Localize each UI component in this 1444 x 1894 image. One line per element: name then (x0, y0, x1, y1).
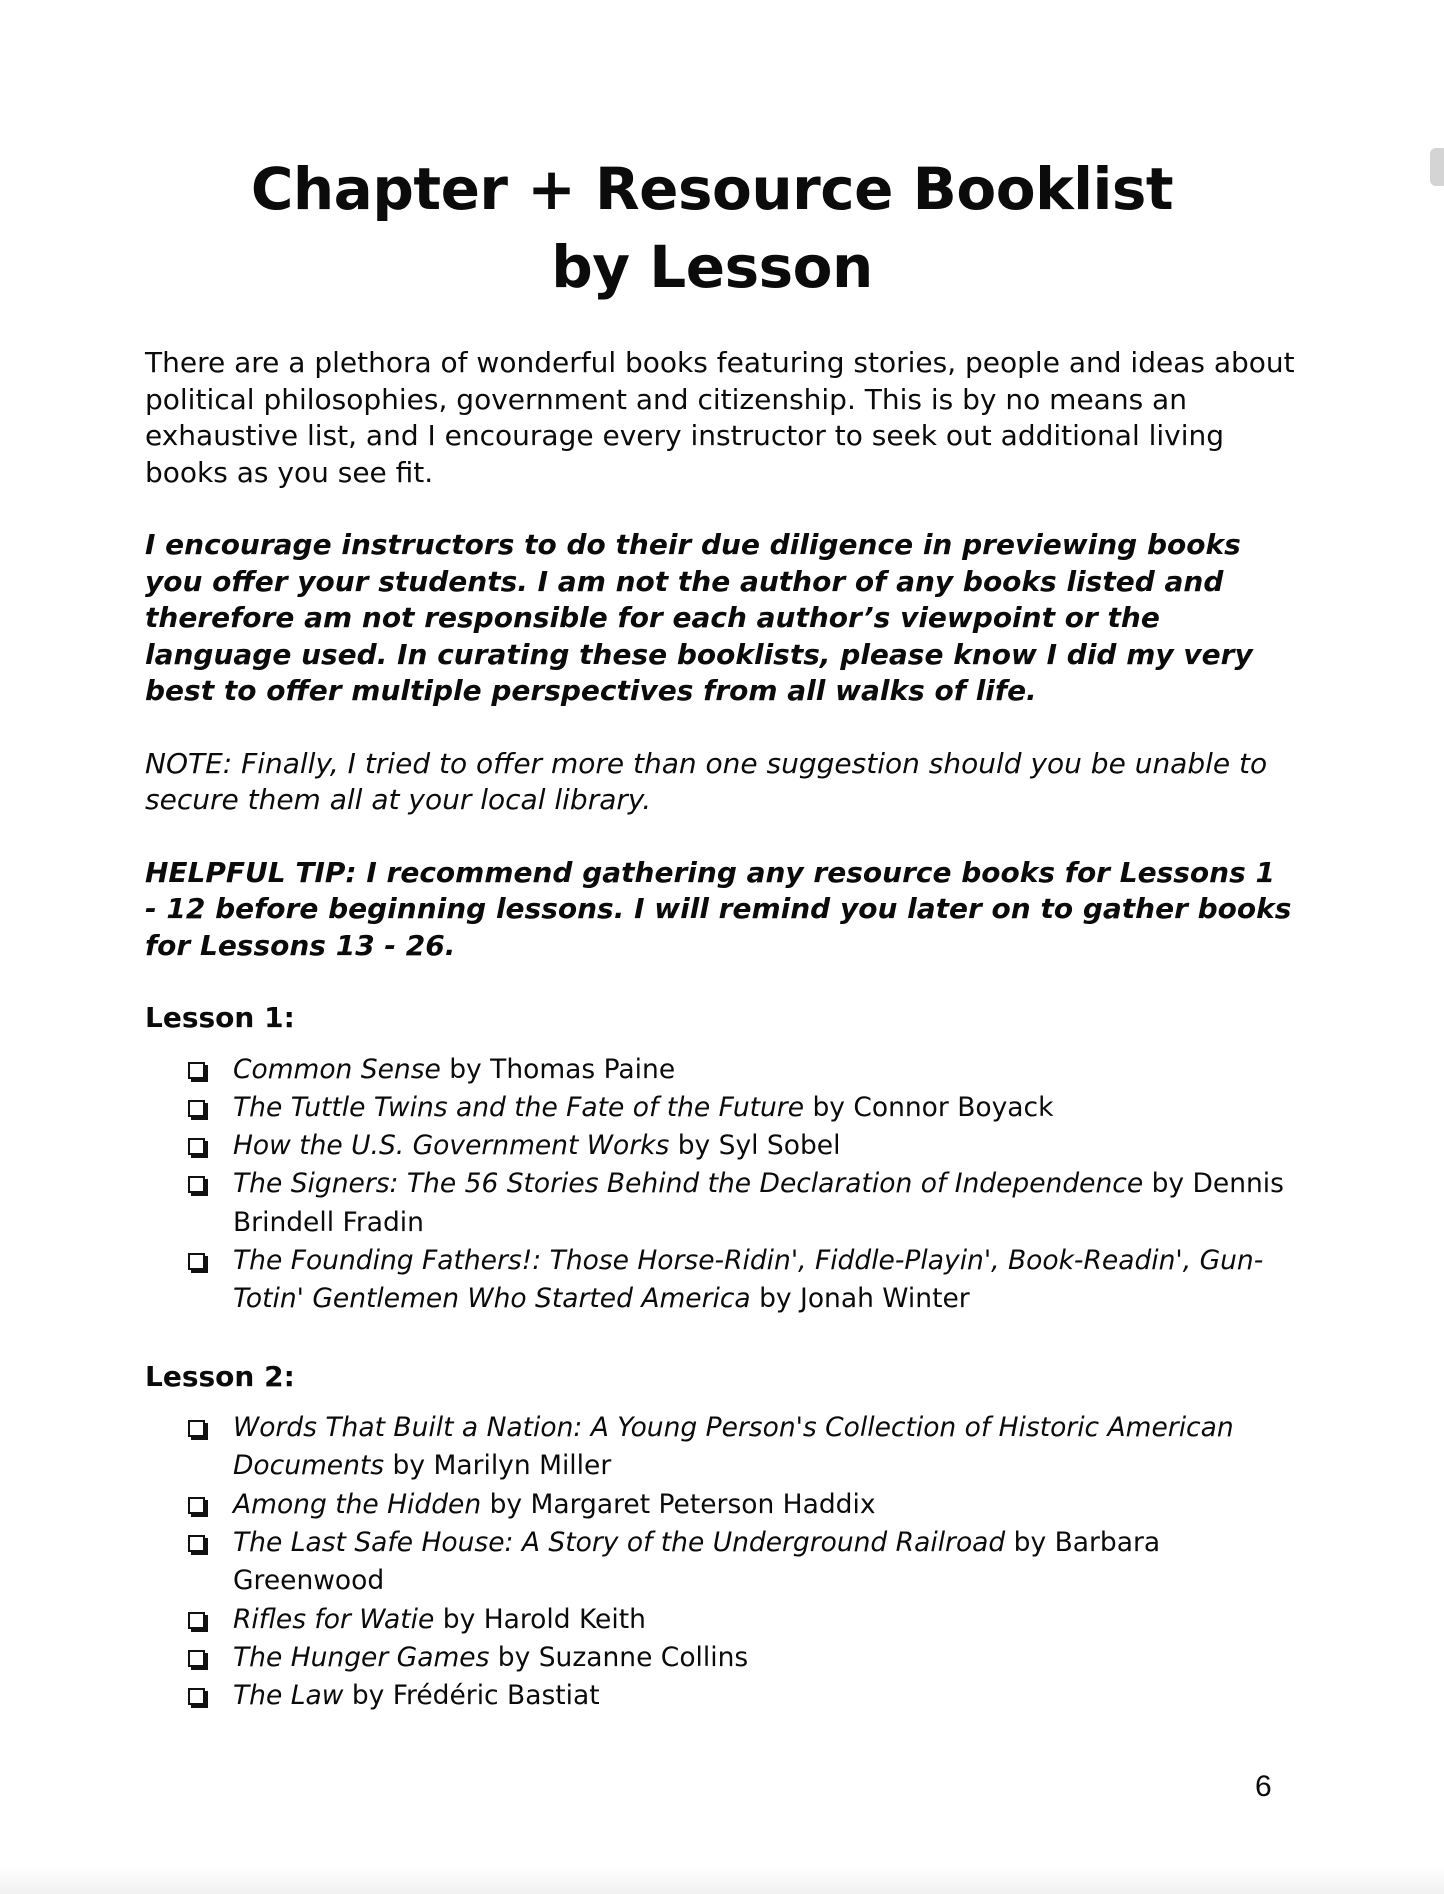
page-number: 6 (1255, 1770, 1272, 1803)
list-item (188, 1127, 1295, 1165)
disclaimer-paragraph: I encourage instructors to do their due diligence in previewing books you offer your students. I am not the author of any books listed and therefore am not responsible for each author’s viewpoint or the language used. In curating these booklists, please know I did my very best to offer multiple perspectives from all walks of life. (145, 528, 1253, 707)
list-item (188, 1601, 1295, 1639)
book-author: by Thomas Paine (440, 1053, 676, 1085)
lesson-1-section (145, 1000, 1295, 1319)
book-title: The Last Safe House: A Story of the Underground Railroad (233, 1526, 1006, 1558)
book-author: by Margaret Peterson Haddix (481, 1488, 876, 1520)
page-title (0, 150, 1424, 306)
bottom-edge (0, 1866, 1444, 1894)
checkbox-icon (188, 1100, 205, 1117)
book-list (145, 1409, 1295, 1715)
lesson-heading: Lesson 2: (145, 1359, 295, 1393)
checkbox-icon (188, 1612, 205, 1629)
list-item (188, 1677, 1295, 1715)
checkbox-icon (188, 1535, 205, 1552)
scrollbar-handle[interactable] (1430, 148, 1444, 186)
helpful-tip-paragraph: HELPFUL TIP: I recommend gathering any resource books for Lessons 1 - 12 before beginning lessons. I will remind you later on to gather books for Lessons 13 - 26. (145, 855, 1292, 962)
list-item (188, 1639, 1295, 1677)
book-title: Words That Built a Nation: A Young Person's Collection of Historic American Documents (233, 1412, 1234, 1482)
intro-paragraph: There are a plethora of wonderful books featuring stories, people and ideas about political philosophies, government and citizenship. This is by no means an exhaustive list, and I encourage every instructor to seek out additional living books as you see fit. (145, 346, 1295, 489)
book-title: The Signers: The 56 Stories Behind the Declaration of Independence (233, 1168, 1144, 1200)
book-author: by Jonah Winter (750, 1283, 970, 1315)
book-author: by Suzanne Collins (489, 1641, 749, 1673)
list-item (188, 1051, 1295, 1089)
book-author: by Syl Sobel (669, 1130, 841, 1162)
title-line-2: by Lesson (551, 233, 873, 301)
title-line-1: Chapter + Resource Booklist (250, 155, 1174, 223)
book-title: How the U.S. Government Works (233, 1130, 670, 1162)
checkbox-icon (188, 1497, 205, 1514)
lesson-heading: Lesson 1: (145, 1001, 295, 1034)
book-title: Common Sense (233, 1053, 441, 1085)
checkbox-icon (188, 1176, 205, 1193)
book-title: The Founding Fathers!: Those Horse-Ridin', Fiddle-Playin', Book-Readin', Gun-Totin' Gentlemen Who Started America (233, 1244, 1264, 1315)
checkbox-icon (188, 1688, 205, 1705)
list-item (188, 1089, 1295, 1127)
list-item (188, 1524, 1295, 1601)
book-title: The Hunger Games (233, 1641, 490, 1673)
book-author: by Frédéric Bastiat (343, 1680, 600, 1712)
list-item (188, 1242, 1295, 1319)
note-paragraph: NOTE: Finally, I tried to offer more than one suggestion should you be unable to secure them all at your local library. (145, 746, 1268, 816)
checkbox-icon (188, 1138, 205, 1155)
list-item (188, 1165, 1295, 1242)
book-title: Rifles for Watie (233, 1603, 435, 1635)
book-list (145, 1051, 1295, 1319)
list-item (188, 1486, 1295, 1524)
checkbox-icon (188, 1253, 205, 1270)
book-author: by Harold Keith (434, 1603, 646, 1635)
checkbox-icon (188, 1420, 205, 1437)
checkbox-icon (188, 1062, 205, 1079)
lesson-2-section (145, 1359, 1295, 1716)
checkbox-icon (188, 1650, 205, 1667)
book-title: The Law (233, 1680, 344, 1712)
book-author: by Dennis Brindell Fradin (233, 1168, 1284, 1238)
book-author: by Connor Boyack (804, 1091, 1054, 1123)
book-title: Among the Hidden (233, 1488, 482, 1520)
book-title: The Tuttle Twins and the Fate of the Future (233, 1091, 805, 1123)
list-item (188, 1409, 1295, 1486)
main-content (145, 345, 1295, 1755)
book-author: by Marilyn Miller (384, 1450, 612, 1482)
book-author: by Barbara Greenwood (233, 1526, 1161, 1597)
